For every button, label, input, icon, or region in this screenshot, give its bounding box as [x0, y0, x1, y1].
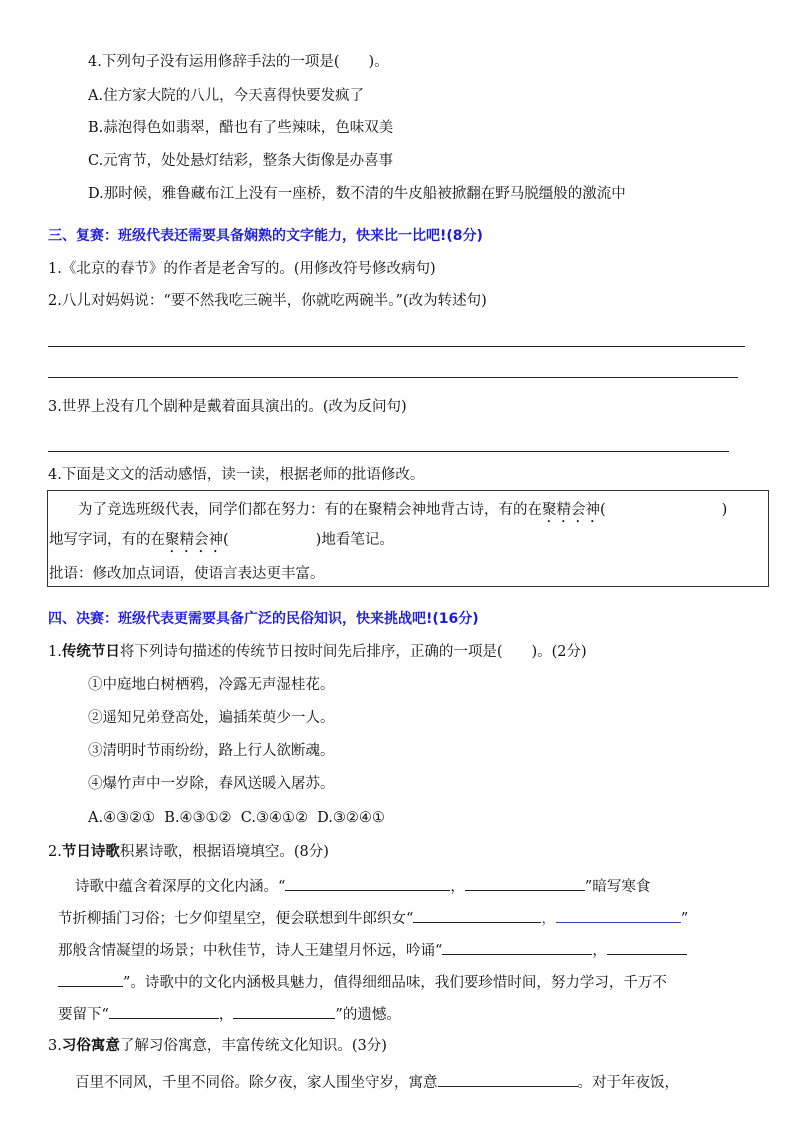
text: 节折柳插门习俗；七夕仰望星空，便会联想到牛郎织女“ — [58, 911, 414, 927]
blank[interactable] — [285, 874, 450, 891]
section-4-q2 — [48, 842, 329, 862]
text: 那般含情凝望的场景；中秋佳节，诗人王建望月怀远，吟诵“ — [58, 943, 443, 959]
poem-line-3: ③清明时节雨纷纷，路上行人欲断魂。 — [88, 743, 335, 759]
text: ”的遗憾。 — [335, 1007, 401, 1023]
question-tag: 节日诗歌 — [61, 843, 120, 860]
text: ”。诗歌中的文化内涵极具魅力，值得细细品味，我们要珍惜时间，努力学习，千万不 — [123, 975, 667, 991]
text: ”暗写寒食 — [584, 879, 651, 895]
text: ， — [450, 879, 465, 895]
section-4-heading: 四、决赛：班级代表更需要具备广泛的民俗知识，快来挑战吧!(16分) — [48, 611, 479, 627]
teacher-comment: 批语：修改加点词语，使语言表达更丰富。 — [49, 566, 325, 582]
section-3-q2: 2.八儿对妈妈说：“要不然我吃三碗半，你就吃两碗半。”(改为转述句) — [48, 293, 487, 309]
question-number: 1. — [48, 644, 62, 660]
custom-para-line-1 — [75, 1070, 679, 1093]
poetry-para-line-1 — [75, 874, 650, 897]
blank[interactable] — [465, 874, 585, 891]
option-a: A.住方家大院的八儿，今天喜得快要发疯了 — [88, 88, 365, 104]
text: 。对于年夜饭， — [577, 1075, 679, 1091]
poetry-para-line-2 — [58, 906, 688, 929]
blank[interactable] — [442, 938, 592, 955]
question-number: 3. — [48, 1038, 62, 1054]
question-tag: 习俗寓意 — [61, 1037, 120, 1054]
dotted-word: 聚精会神 — [165, 532, 223, 548]
section-3-q4: 4.下面是文文的活动感悟，读一读，根据老师的批语修改。 — [48, 467, 425, 483]
text: ， — [218, 1007, 234, 1023]
reflection-text: 地写字词，有的在 — [49, 532, 165, 548]
poem-line-2: ②遥知兄弟登高处，遍插茱萸少一人。 — [88, 710, 335, 726]
answer-bracket[interactable]: ( )地看笔记。 — [223, 532, 394, 548]
question-text: 将下列诗句描述的传统节日按时间先后排序，正确的一项是( )。(2分) — [119, 644, 587, 660]
text: ， — [592, 943, 607, 959]
q1-options: A.④③②① B.④③①② C.③④①② D.③②④① — [88, 810, 385, 826]
blank[interactable] — [438, 1070, 578, 1087]
question-4-stem: 4.下列句子没有运用修辞手法的一项是( )。 — [88, 54, 389, 70]
blank[interactable] — [413, 906, 541, 923]
poetry-para-line-3 — [58, 938, 687, 961]
question-tag: 传统节日 — [61, 643, 120, 660]
option-b: B.蒜泡得色如翡翠，醋也有了些辣味，色味双美 — [88, 120, 394, 136]
poetry-para-line-4 — [58, 970, 667, 993]
reflection-line-2 — [49, 530, 394, 556]
answer-line[interactable] — [48, 346, 745, 347]
answer-line[interactable] — [48, 451, 729, 452]
question-text: 积累诗歌，根据语境填空。(8分) — [119, 844, 329, 860]
blank[interactable] — [556, 906, 681, 923]
blank[interactable] — [607, 938, 687, 955]
text: ” — [680, 911, 689, 927]
poetry-para-line-5 — [58, 1002, 401, 1025]
section-3-heading: 三、复赛：班级代表还需要具备娴熟的文字能力，快来比一比吧!(8分) — [48, 228, 483, 244]
section-3-q3: 3.世界上没有几个剧种是戴着面具演出的。(改为反问句) — [48, 399, 407, 415]
blank[interactable] — [109, 1002, 219, 1019]
question-text: 了解习俗寓意，丰富传统文化知识。(3分) — [119, 1038, 387, 1054]
section-4-q1 — [48, 642, 587, 662]
option-d: D.那时候，雅鲁藏布江上没有一座桥，数不清的牛皮船被掀翻在野马脱缰般的激流中 — [88, 186, 626, 202]
reflection-text: 为了竞选班级代表，同学们都在努力：有的在聚精会神地背古诗，有的在 — [78, 502, 542, 518]
answer-line[interactable] — [48, 377, 738, 378]
text: 诗歌中蕴含着深厚的文化内涵。“ — [75, 879, 286, 895]
text: 要留下“ — [58, 1007, 109, 1023]
section-4-q3 — [48, 1036, 387, 1056]
dotted-word: 聚精会神 — [542, 502, 600, 518]
text: 百里不同风，千里不同俗。除夕夜，家人围坐守岁，寓意 — [75, 1075, 438, 1091]
poem-line-4: ④爆竹声中一岁除，春风送暖入屠苏。 — [88, 776, 335, 792]
text: ， — [541, 911, 556, 927]
blank[interactable] — [58, 970, 123, 987]
answer-bracket[interactable]: ( ) — [600, 502, 728, 518]
section-3-q1: 1.《北京的春节》的作者是老舍写的。(用修改符号修改病句) — [48, 261, 436, 277]
blank[interactable] — [233, 1002, 335, 1019]
question-number: 2. — [48, 844, 62, 860]
option-c: C.元宵节，处处悬灯结彩，整条大街像是办喜事 — [88, 153, 394, 169]
reflection-line-1 — [78, 500, 727, 526]
reflection-box — [47, 490, 769, 587]
poem-line-1: ①中庭地白树栖鸦，冷露无声湿桂花。 — [88, 677, 335, 693]
